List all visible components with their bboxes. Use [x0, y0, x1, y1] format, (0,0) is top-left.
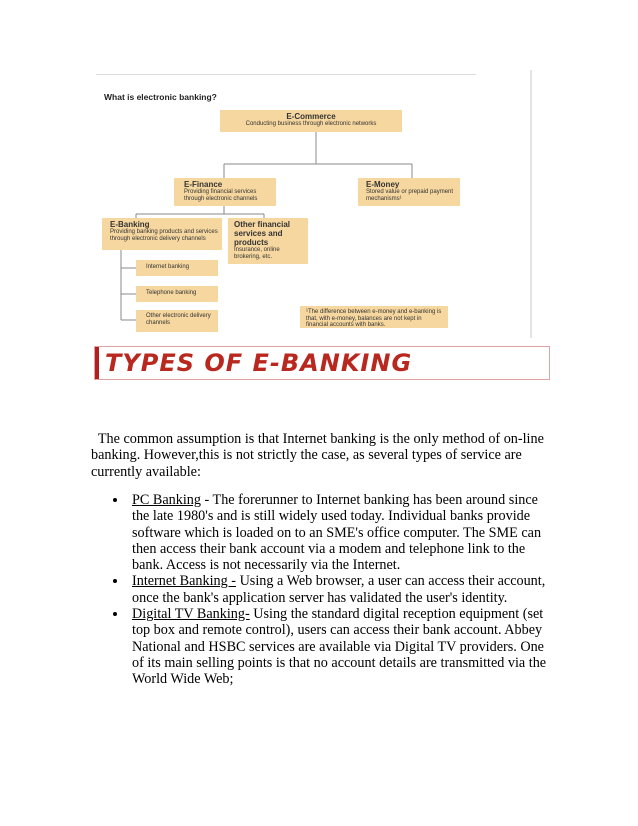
channel-label: Other electronic delivery channels: [146, 313, 211, 326]
digital-tv-banking-link[interactable]: Digital TV Banking-: [132, 606, 250, 623]
other-financial-subtitle: Insurance, online brokering, etc.: [234, 247, 280, 260]
e-finance-box: [174, 178, 276, 206]
e-finance-title: E-Finance: [184, 180, 223, 189]
bullet-dot: [113, 498, 117, 502]
e-commerce-title: E-Commerce: [286, 112, 336, 121]
intro-text: The common assumption is that Internet banking is the only method of on-line banking. However,this is not strictly the case, as several types of service are currently available:: [91, 431, 544, 480]
footnote-text: ¹The difference between e-money and e-banking is that, with e-money, balances are not kept in financial accounts with banks.: [306, 309, 442, 328]
channel-internet-banking: [136, 260, 218, 276]
e-banking-diagram: [96, 70, 556, 338]
e-banking-subtitle: Providing banking products and services through electronic delivery channels: [110, 229, 218, 242]
other-financial-box: [228, 218, 308, 264]
e-commerce-subtitle: Conducting business through electronic networks: [245, 121, 377, 127]
list-item-pc-banking: [91, 492, 553, 573]
internet-banking-text: Using a Web browser, a user can access their account, once the bank's application server has validated the user's identity.: [132, 573, 546, 606]
e-commerce-box: [220, 110, 402, 132]
banking-types-list: [91, 492, 553, 688]
e-money-title: E-Money: [366, 180, 400, 189]
heading-accent-bar: [95, 347, 99, 379]
footnote-box: [300, 306, 448, 328]
channel-label: Telephone banking: [146, 290, 197, 296]
bullet-dot: [113, 579, 117, 583]
channel-label: Internet banking: [146, 264, 190, 270]
list-item-internet-banking: [91, 573, 553, 606]
pc-banking-link[interactable]: PC Banking: [132, 492, 201, 508]
diagram-title: What is electronic banking?: [104, 92, 217, 102]
intro-paragraph: [91, 431, 553, 480]
section-heading: TYPES OF E-BANKING: [105, 349, 413, 377]
channel-other-electronic: [136, 310, 218, 332]
internet-banking-link[interactable]: Internet Banking -: [132, 573, 237, 590]
bullet-dot: [113, 612, 117, 616]
e-banking-box: [102, 218, 222, 250]
e-money-subtitle: Stored value or prepaid payment mechanisms¹: [366, 189, 454, 202]
pc-banking-text: - The forerunner to Internet banking has been around since the late 1980's and is still widely used today. Individual banks provide software which is loaded on to an SME's office computer. The SME can then access their bank account via a modem and telephone link to the bank. Access is not necessarily via the Internet.: [132, 492, 542, 574]
digital-tv-banking-text: Using the standard digital reception equipment (set top box and remote control), users can access their bank account. Abbey National and HSBC services are available via Digital TV providers. One of its main selling points is that no account details are transmitted via the World Wide Web;: [132, 606, 547, 688]
e-money-box: [358, 178, 460, 206]
e-finance-subtitle: Providing financial services through electronic channels: [184, 189, 258, 202]
e-banking-title: E-Banking: [110, 220, 150, 229]
other-financial-title: Other financial services and products: [234, 220, 291, 247]
channel-telephone-banking: [136, 286, 218, 302]
list-item-digital-tv-banking: [91, 606, 553, 687]
